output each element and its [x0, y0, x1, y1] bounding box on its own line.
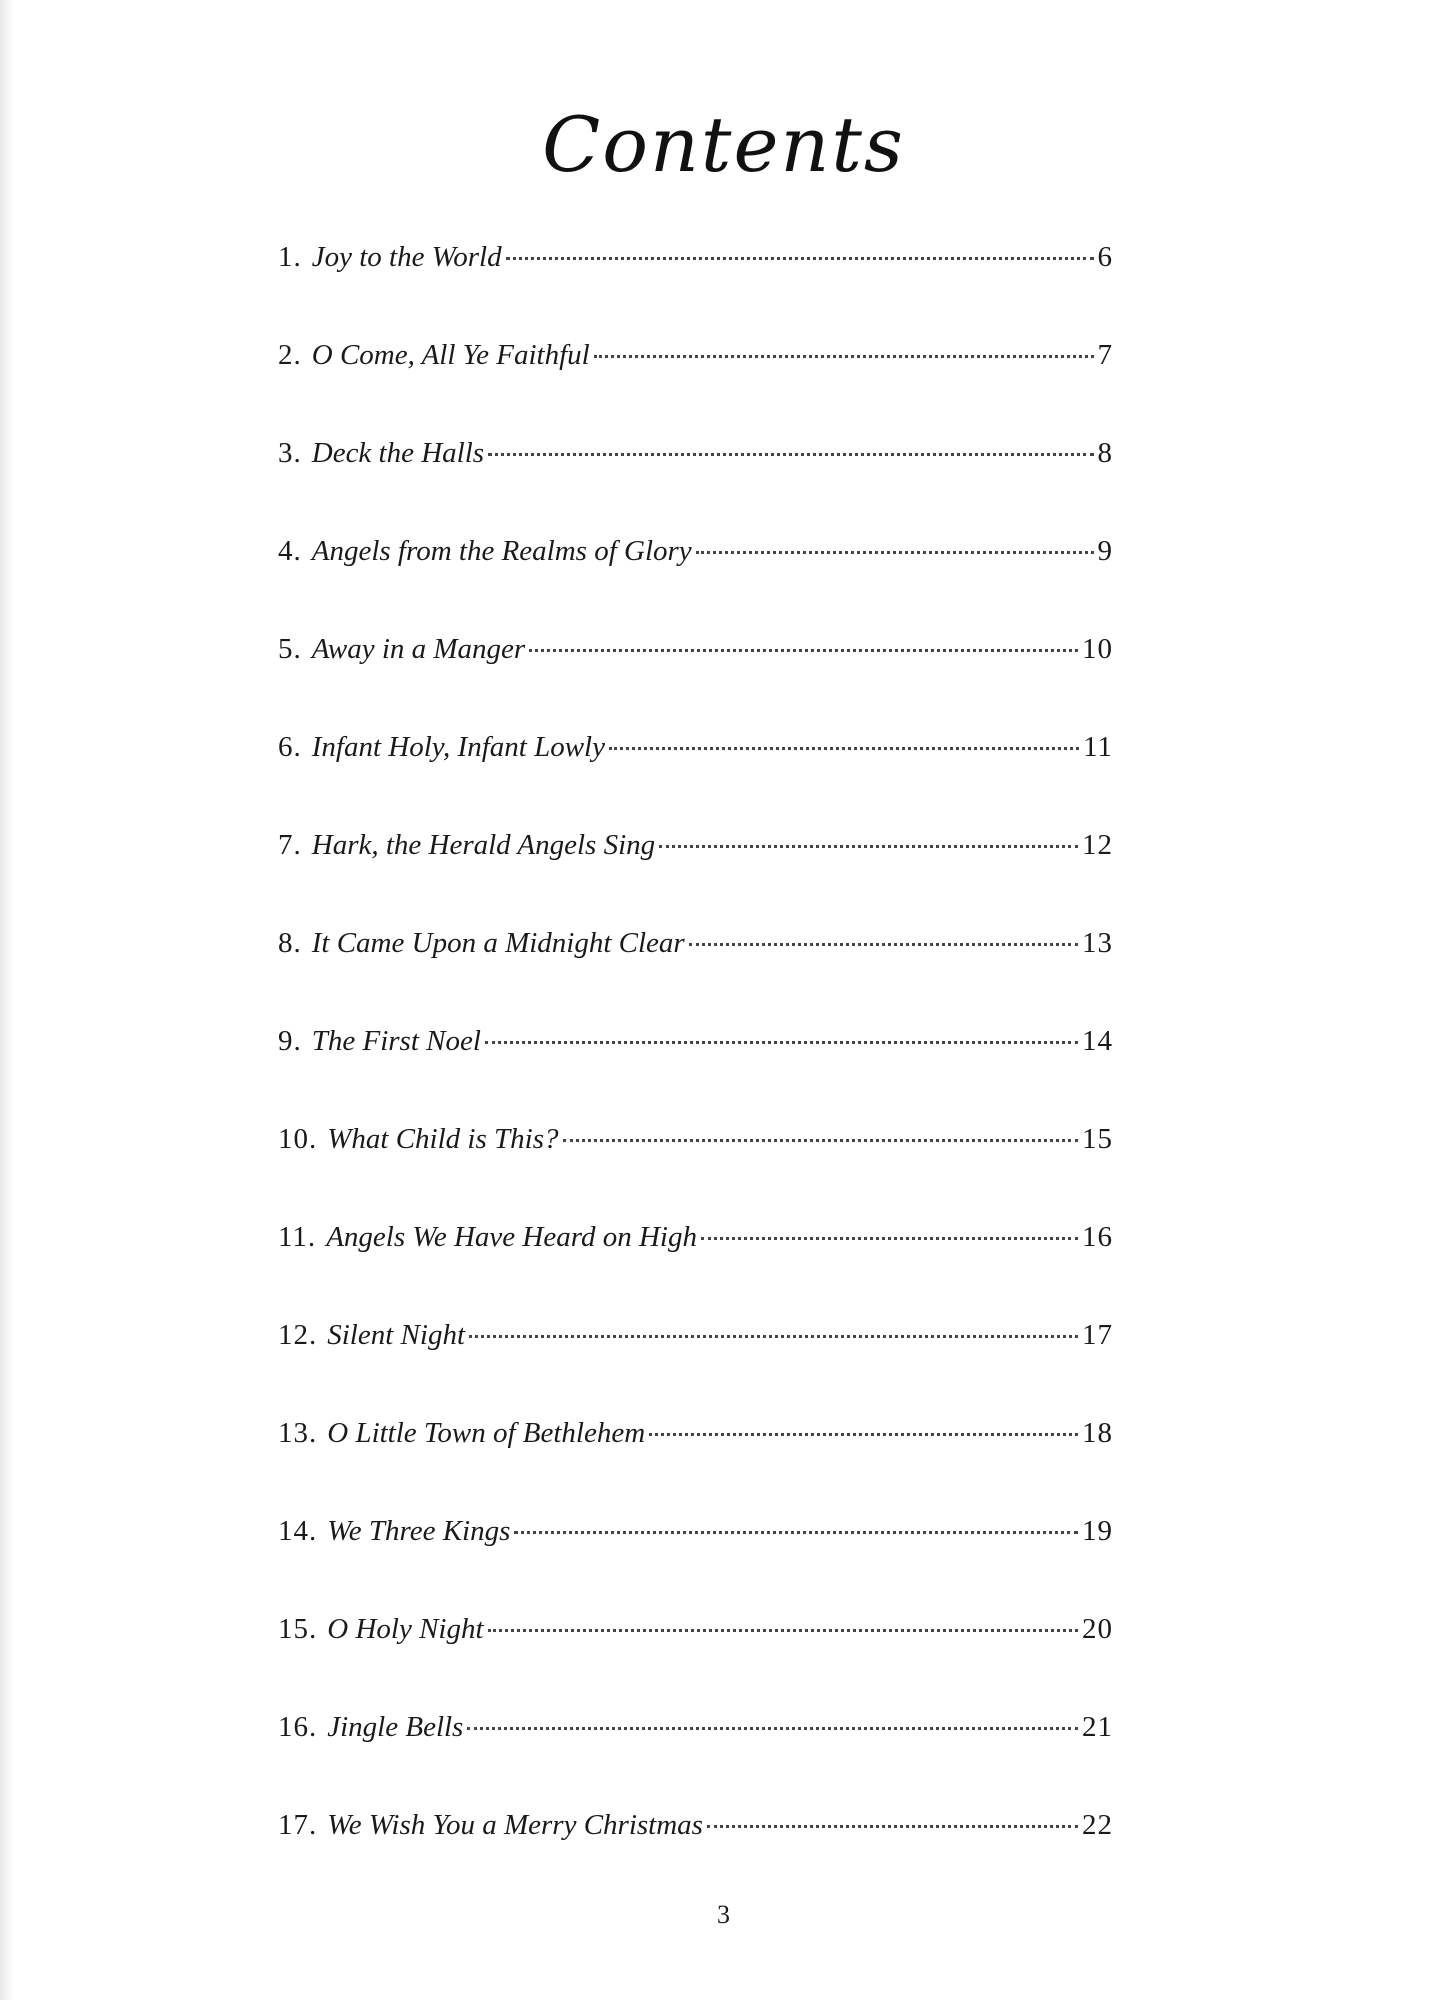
toc-entry-number: 14.	[278, 1515, 318, 1547]
page-edge-shadow	[0, 0, 14, 2000]
toc-entry-number: 13.	[278, 1417, 318, 1449]
dot-leader	[659, 843, 1078, 848]
table-of-contents	[278, 230, 1113, 1896]
toc-entry-title: O Come, All Ye Faithful	[311, 339, 590, 371]
toc-entry-title: The First Noel	[311, 1025, 481, 1057]
toc-entry-page: 19	[1082, 1515, 1113, 1547]
dot-leader	[467, 1725, 1078, 1730]
toc-entry-title: Angels from the Realms of Glory	[311, 535, 692, 567]
toc-entry[interactable]	[278, 1406, 1113, 1504]
toc-entry[interactable]	[278, 1112, 1113, 1210]
toc-entry-page: 9	[1097, 535, 1113, 567]
toc-entry[interactable]	[278, 1504, 1113, 1602]
toc-entry-title: O Little Town of Bethlehem	[327, 1417, 646, 1449]
toc-entry-number: 15.	[278, 1613, 318, 1645]
toc-entry-title: Hark, the Herald Angels Sing	[311, 829, 656, 861]
toc-entry-page: 22	[1082, 1809, 1113, 1841]
toc-entry-title: Infant Holy, Infant Lowly	[311, 731, 605, 763]
dot-leader	[689, 941, 1078, 946]
toc-entry-number: 3.	[278, 437, 302, 469]
dot-leader	[707, 1823, 1078, 1828]
toc-entry-title: It Came Upon a Midnight Clear	[311, 927, 685, 959]
toc-entry-title: Deck the Halls	[311, 437, 485, 469]
dot-leader	[506, 255, 1094, 260]
toc-entry[interactable]	[278, 524, 1113, 622]
toc-entry-page: 16	[1082, 1221, 1113, 1253]
toc-entry[interactable]	[278, 720, 1113, 818]
toc-entry-page: 8	[1097, 437, 1113, 469]
toc-entry-page: 12	[1082, 829, 1113, 861]
dot-leader	[701, 1235, 1078, 1240]
toc-entry-number: 9.	[278, 1025, 302, 1057]
toc-entry-page: 17	[1082, 1319, 1113, 1351]
toc-entry-title: Jingle Bells	[327, 1711, 464, 1743]
toc-entry[interactable]	[278, 1798, 1113, 1896]
dot-leader	[563, 1137, 1079, 1142]
toc-entry-number: 1.	[278, 241, 302, 273]
toc-entry[interactable]	[278, 230, 1113, 328]
toc-entry-page: 21	[1082, 1711, 1113, 1743]
toc-entry-number: 4.	[278, 535, 302, 567]
toc-entry-page: 13	[1082, 927, 1113, 959]
toc-entry-page: 20	[1082, 1613, 1113, 1645]
toc-entry[interactable]	[278, 1014, 1113, 1112]
toc-entry-number: 17.	[278, 1809, 318, 1841]
toc-entry-title: Angels We Have Heard on High	[326, 1221, 697, 1253]
page-number: 3	[717, 1900, 730, 1929]
toc-entry-title: Silent Night	[327, 1319, 465, 1351]
dot-leader	[514, 1529, 1078, 1534]
toc-entry-title: What Child is This?	[327, 1123, 559, 1155]
toc-entry-page: 11	[1083, 731, 1113, 763]
dot-leader	[485, 1039, 1078, 1044]
toc-entry[interactable]	[278, 1210, 1113, 1308]
toc-entry-number: 10.	[278, 1123, 318, 1155]
toc-entry[interactable]	[278, 426, 1113, 524]
dot-leader	[594, 353, 1094, 358]
dot-leader	[488, 451, 1093, 456]
toc-entry-page: 6	[1097, 241, 1113, 273]
toc-entry-number: 5.	[278, 633, 302, 665]
toc-entry-number: 2.	[278, 339, 302, 371]
toc-entry-number: 12.	[278, 1319, 318, 1351]
dot-leader	[529, 647, 1078, 652]
toc-entry-title: Joy to the World	[311, 241, 502, 273]
toc-entry-number: 6.	[278, 731, 302, 763]
toc-entry-title: O Holy Night	[327, 1613, 484, 1645]
toc-entry[interactable]	[278, 622, 1113, 720]
toc-entry[interactable]	[278, 818, 1113, 916]
toc-entry-number: 16.	[278, 1711, 318, 1743]
toc-entry-page: 15	[1082, 1123, 1113, 1155]
toc-entry[interactable]	[278, 328, 1113, 426]
toc-entry[interactable]	[278, 916, 1113, 1014]
toc-entry[interactable]	[278, 1308, 1113, 1406]
dot-leader	[488, 1627, 1078, 1632]
toc-entry-title: Away in a Manger	[311, 633, 526, 665]
toc-entry-page: 18	[1082, 1417, 1113, 1449]
toc-entry[interactable]	[278, 1602, 1113, 1700]
toc-entry-number: 8.	[278, 927, 302, 959]
toc-entry-page: 10	[1082, 633, 1113, 665]
toc-entry-title: We Three Kings	[327, 1515, 511, 1547]
dot-leader	[469, 1333, 1078, 1338]
toc-entry-page: 14	[1082, 1025, 1113, 1057]
toc-entry-page: 7	[1097, 339, 1113, 371]
dot-leader	[609, 745, 1079, 750]
dot-leader	[696, 549, 1094, 554]
toc-entry-title: We Wish You a Merry Christmas	[327, 1809, 703, 1841]
toc-entry[interactable]	[278, 1700, 1113, 1798]
toc-entry-number: 11.	[278, 1221, 317, 1253]
page-title: Contents	[542, 100, 905, 189]
toc-entry-number: 7.	[278, 829, 302, 861]
dot-leader	[649, 1431, 1078, 1436]
